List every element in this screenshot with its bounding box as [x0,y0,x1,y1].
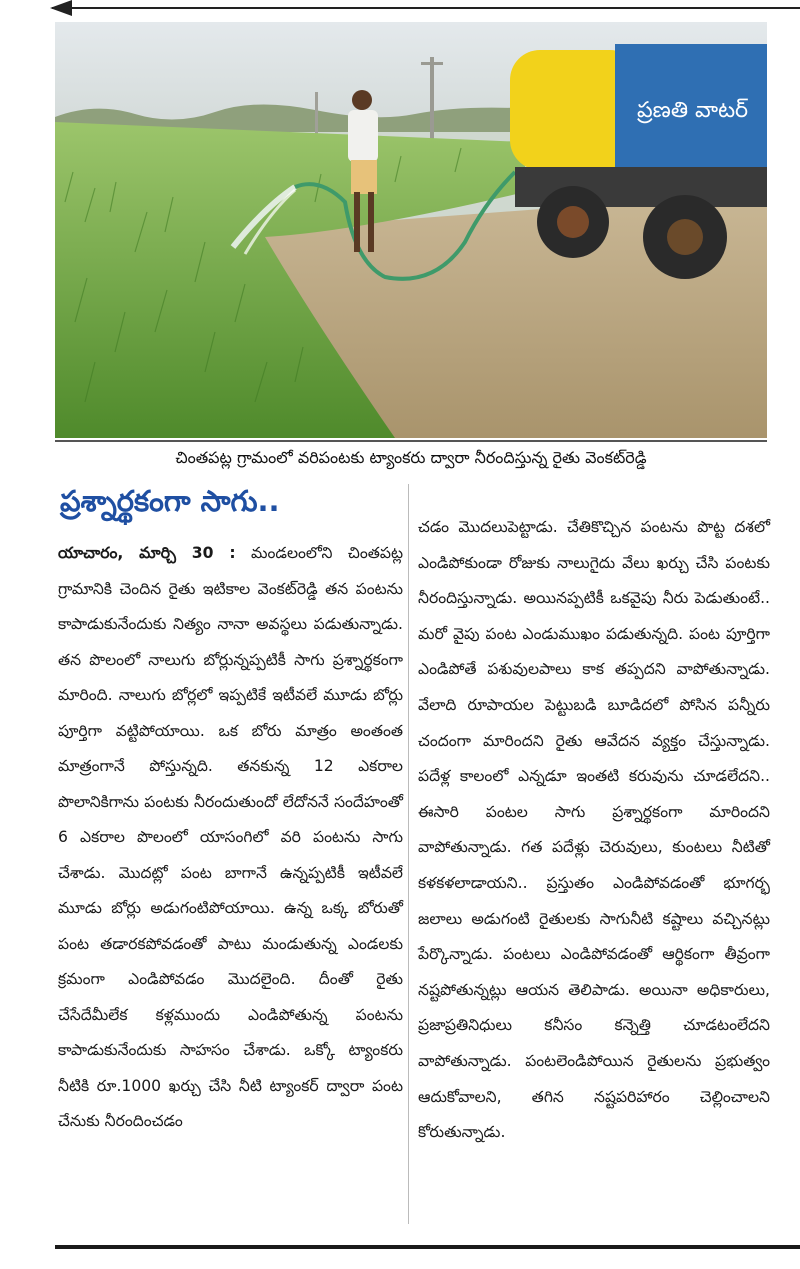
article-body-left: మండలంలోని చింతపట్ల గ్రామానికి చెందిన రైతు ఇటికాల వెంకట్‌రెడ్డి తన పంటను కాపాడుకునేందుకు నిత్యం నానా అవస్థలు పడుతున్నాడు. తన పొలంలో నాలుగు బోర్లున్నప్పటికీ సాగు ప్రశ్నార్థకంగా మారింది. నాలుగు బోర్లలో ఇప్పటికే ఇటీవలే మూడు బోర్లు పూర్తిగా వట్టిపోయాయి. ఒక బోరు మాత్రం అంతంత మాత్రంగానే పోస్తున్నది. తనకున్న 12 ఎకరాల పొలానికిగాను పంటకు నీరందుతుందో లేదోననే సందేహంతో 6 ఎకరాల పొలంలో యాసంగిలో వరి పంటను సాగు చేశాడు. మొదట్లో పంట బాగానే ఉన్నప్పటికీ ఇటీవలే మూడు బోర్లు అడుగంటిపోయాయి. ఉన్న ఒక్క బోరుతో పంట తడారకపోవడంతో పాటు మండుతున్న ఎండలకు క్రమంగా ఎండిపోవడం మొదలైంది. దీంతో రైతు చేసేదేమీలేక కళ్లముందు ఎండిపోతున్న పంటను కాపాడుకునేందుకు సాహసం చేశాడు. ఒక్కో ట్యాంకరు నీటికి రూ.1000 ఖర్చు చేసి నీటి ట్యాంకర్ ద్వారా పంట చేనుకు నీరందించడం [58,544,403,1130]
dateline: యాచారం, మార్చి 30 : [58,544,236,562]
photo-caption: చింతపట్ల గ్రామంలో వరిపంటకు ట్యాంకరు ద్వారా నీరందిస్తున్న రైతు వెంకట్‌రెడ్డి [55,440,767,474]
column-divider [408,484,409,1224]
article-headline: ప్రశ్నార్థకంగా సాగు.. [60,484,280,518]
article-paragraph-left [58,536,403,1140]
top-rule [52,7,800,9]
news-photo [55,22,767,438]
svg-text:ప్రణతి వాటర్: ప్రణతి వాటర్ [637,98,749,123]
article-column-right [418,510,770,1151]
article-column-left [58,536,403,1140]
article-body-right: చడం మొదలుపెట్టాడు. చేతికొచ్చిన పంటను పొట్ట దశలో ఎండిపోకుండా రోజుకు నాలుగైదు వేలు ఖర్చు చేసి పంటకు నీరందిస్తున్నాడు. అయినప్పటికీ ఒకవైపు నీరు పెడుతుంటే.. మరో వైపు పంట ఎండుముఖం పడుతున్నది. పంట పూర్తిగా ఎండిపోతే పశువులపాలు కాక తప్పదని వాపోతున్నాడు. వేలాది రూపాయల పెట్టుబడి బూడిదలో పోసిన పన్నీరు చందంగా మారిందని రైతు ఆవేదన వ్యక్తం చేస్తున్నాడు. పదేళ్ల కాలంలో ఎన్నడూ ఇంతటి కరువును చూడలేదని.. ఈసారి పంటల సాగు ప్రశ్నార్థకంగా మారిందని వాపోతున్నాడు. గత పదేళ్లు చెరువులు, కుంటలు నీటితో కళకళలాడాయని.. ప్రస్తుతం ఎండిపోవడంతో భూగర్భ జలాలు అడుగంటి రైతులకు సాగునీటి కష్టాలు వచ్చినట్లు పేర్కొన్నాడు. పంటలు ఎండిపోవడంతో ఆర్థికంగా తీవ్రంగా నష్టపోతున్నట్లు ఆయన తెలిపాడు. అయినా అధికారులు, ప్రజాప్రతినిధులు కనీసం కన్నెత్తి చూడటంలేదని వాపోతున్నాడు. పంటలెండిపోయిన రైతులను ప్రభుత్వం ఆదుకోవాలని, తగిన నష్టపరిహారం చెల్లించాలని కోరుతున్నాడు. [418,518,770,1142]
bottom-rule [55,1245,800,1249]
